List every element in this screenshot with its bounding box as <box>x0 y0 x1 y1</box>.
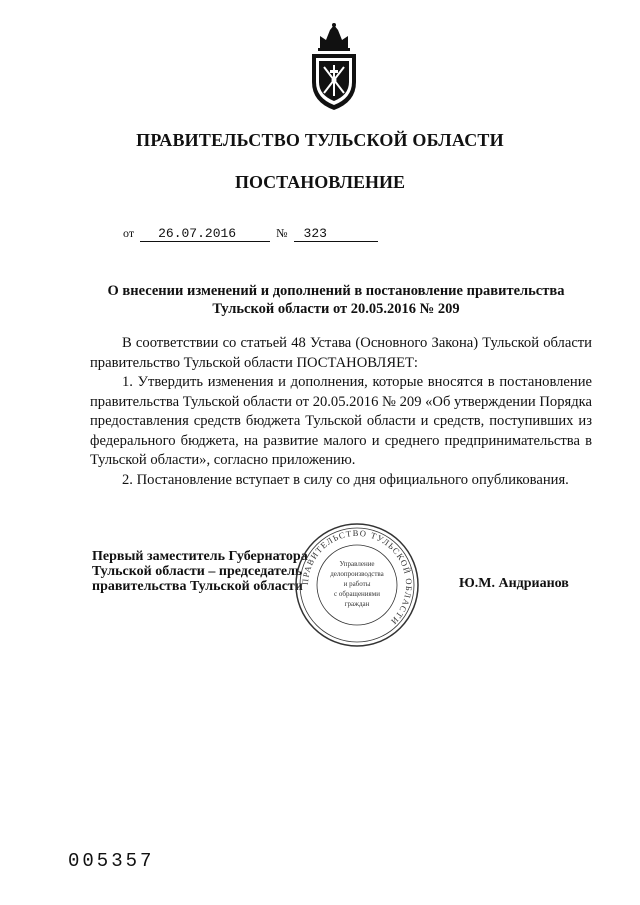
coat-of-arms-emblem <box>302 22 366 112</box>
document-body <box>90 334 592 490</box>
body-paragraph: В соответствии со статьей 48 Устава (Основного Закона) Тульской области правительство Тульской области ПОСТАНОВЛЯЕТ: <box>90 335 592 371</box>
document-subject: О внесении изменений и дополнений в постановление правительства Тульской области от 20.05.2016 № 209 <box>107 283 565 317</box>
document-serial-code: 005357 <box>68 850 155 872</box>
stamp-center-line: граждан <box>344 600 370 608</box>
signatory-position-line: Тульской области – председатель <box>92 564 303 579</box>
date-label: от <box>123 226 135 240</box>
number-label: № <box>276 226 288 240</box>
document-date-number-line <box>120 226 378 242</box>
body-paragraph: 1. Утвердить изменения и дополнения, которые вносятся в постановление правительства Тульской области от 20.05.2016 № 209 «Об утверждении Порядка предоставления средств бюджета Тульской области и средств, поступивших из федерального бюджета, на развитие малого и среднего предпринимательства в Тульской области», согласно приложению. <box>90 374 592 468</box>
stamp-center-line: Управление <box>339 560 375 568</box>
stamp-center-line: делопроизводства <box>330 570 384 578</box>
signatory-name: Ю.М. Андрианов <box>459 576 569 591</box>
signatory-position-line: Первый заместитель Губернатора <box>92 549 308 564</box>
body-paragraph: 2. Постановление вступает в силу со дня официального опубликования. <box>122 471 569 488</box>
document-type-title: ПОСТАНОВЛЕНИЕ <box>234 172 406 192</box>
stamp-center-line: с обращениями <box>334 590 380 598</box>
official-stamp <box>292 520 422 650</box>
document-number: 323 <box>294 226 378 242</box>
document-date: 26.07.2016 <box>140 226 270 242</box>
stamp-ring-text: ПРАВИТЕЛЬСТВО ТУЛЬСКОЙ ОБЛАСТИ <box>299 527 415 628</box>
government-title: ПРАВИТЕЛЬСТВО ТУЛЬСКОЙ ОБЛАСТИ <box>136 130 504 150</box>
signatory-position-line: правительства Тульской области <box>92 579 303 594</box>
stamp-center-line: и работы <box>343 580 371 588</box>
